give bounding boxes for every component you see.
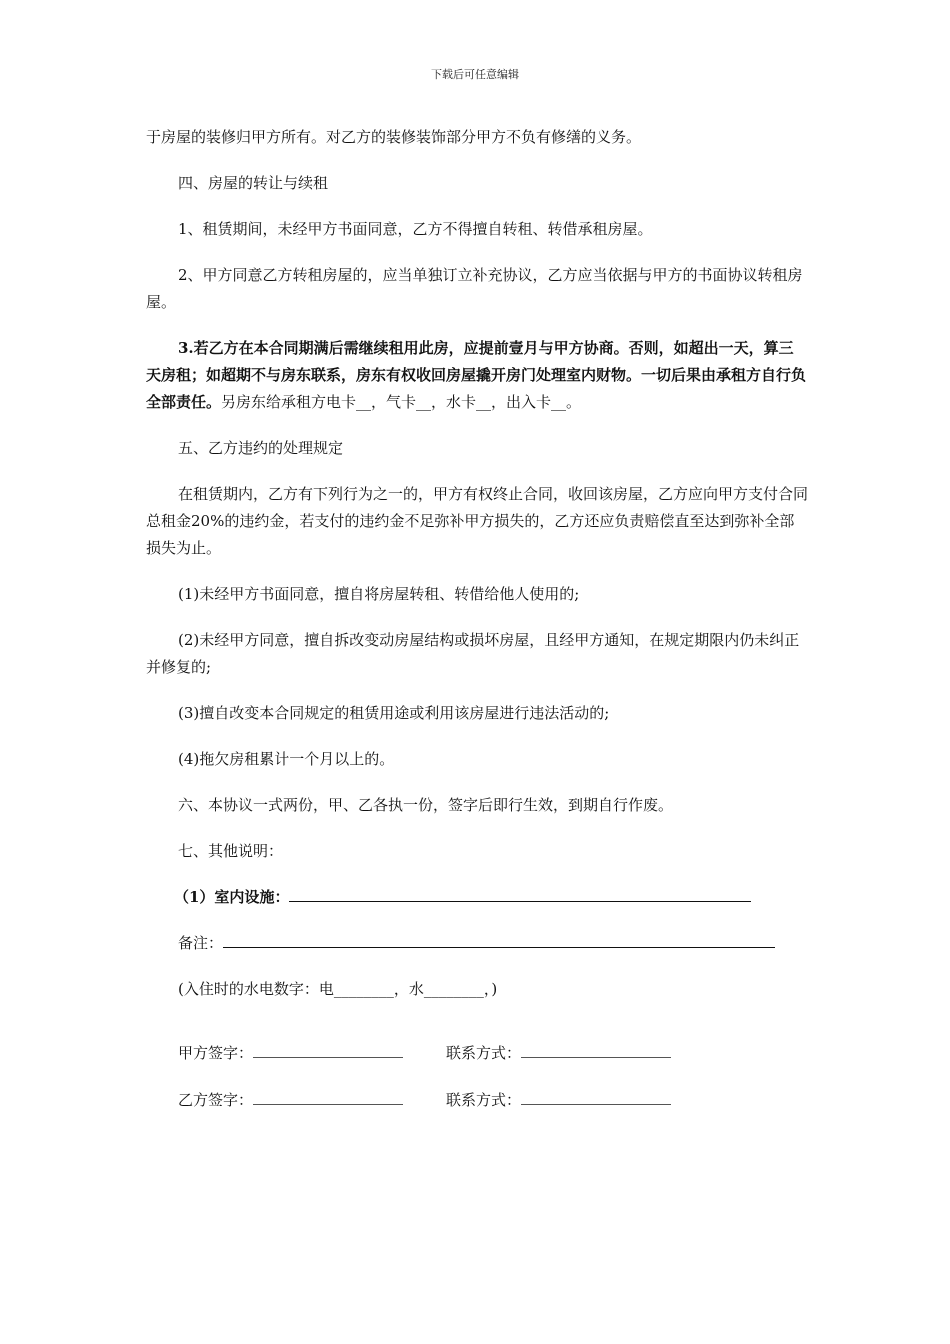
section-4-item-3	[146, 335, 808, 416]
party-b-sign-label: 乙方签字：	[178, 1091, 254, 1109]
remarks-label: 备注：	[178, 934, 224, 952]
party-b-contact-line[interactable]	[521, 1090, 671, 1105]
meter-reading: (入住时的水电数字：电________，水________，)	[178, 980, 498, 998]
section-5-item-4: (4)拖欠房租累计一个月以上的。	[178, 750, 395, 768]
party-b-sign-line[interactable]	[253, 1090, 403, 1105]
section-4-item-2: 2、甲方同意乙方转租房屋的，应当单独订立补充协议，乙方应当依据与甲方的书面协议转租房屋。	[146, 266, 803, 311]
section-4-title: 四、房屋的转让与续租	[178, 174, 329, 192]
contract-body	[146, 124, 808, 1003]
section-4-item-1: 1、租赁期间，未经甲方书面同意，乙方不得擅自转租、转借承租房屋。	[178, 220, 653, 238]
section-5-item-2: (2)未经甲方同意，擅自拆改变动房屋结构或损坏房屋，且经甲方通知，在规定期限内仍未纠正并修复的;	[146, 631, 800, 676]
card-handover-text: 另房东给承租方电卡__，气卡__，水卡__，出入卡__。	[221, 393, 582, 411]
party-a-signature-row	[178, 1042, 522, 1063]
page-header: 下载后可任意编辑	[431, 68, 519, 81]
renewal-clause-bold: 3.若乙方在本合同期满后需继续租用此房，应提前壹月与甲方协商。否则，如超出一天，算三天房租；如超期不与房东联系，房东有权收回房屋撬开房门处理室内财物。一切后果由承租方自行负全部责任。	[146, 339, 807, 411]
party-a-sign-label: 甲方签字：	[178, 1044, 254, 1062]
party-b-contact-label: 联系方式：	[446, 1091, 522, 1109]
section-6: 六、本协议一式两份，甲、乙各执一份，签字后即行生效，到期自行作废。	[178, 796, 674, 814]
section-5-title: 五、乙方违约的处理规定	[178, 439, 344, 457]
facilities-label: （1）室内设施：	[174, 888, 290, 906]
party-a-contact-group	[446, 1042, 671, 1063]
facilities-blank-line[interactable]	[289, 885, 751, 902]
party-a-sign-line[interactable]	[253, 1043, 403, 1058]
party-b-contact-group	[446, 1089, 671, 1110]
party-a-contact-label: 联系方式：	[446, 1044, 522, 1062]
section-5-body: 在租赁期内，乙方有下列行为之一的，甲方有权终止合同，收回该房屋，乙方应向甲方支付合同总租金20%的违约金，若支付的违约金不足弥补甲方损失的，乙方还应负责赔偿直至达到弥补全部损失为止。	[146, 485, 809, 557]
remarks-row	[146, 930, 808, 957]
remarks-blank-line[interactable]	[223, 931, 775, 948]
party-b-signature-row	[178, 1089, 522, 1110]
facilities-row	[146, 884, 808, 911]
party-a-contact-line[interactable]	[521, 1043, 671, 1058]
section-7-title: 七、其他说明：	[178, 842, 284, 860]
paragraph-continuation: 于房屋的装修归甲方所有。对乙方的装修装饰部分甲方不负有修缮的义务。	[146, 128, 642, 146]
section-5-item-1: (1)未经甲方书面同意，擅自将房屋转租、转借给他人使用的;	[178, 585, 580, 603]
section-5-item-3: (3)擅自改变本合同规定的租赁用途或利用该房屋进行违法活动的;	[178, 704, 610, 722]
